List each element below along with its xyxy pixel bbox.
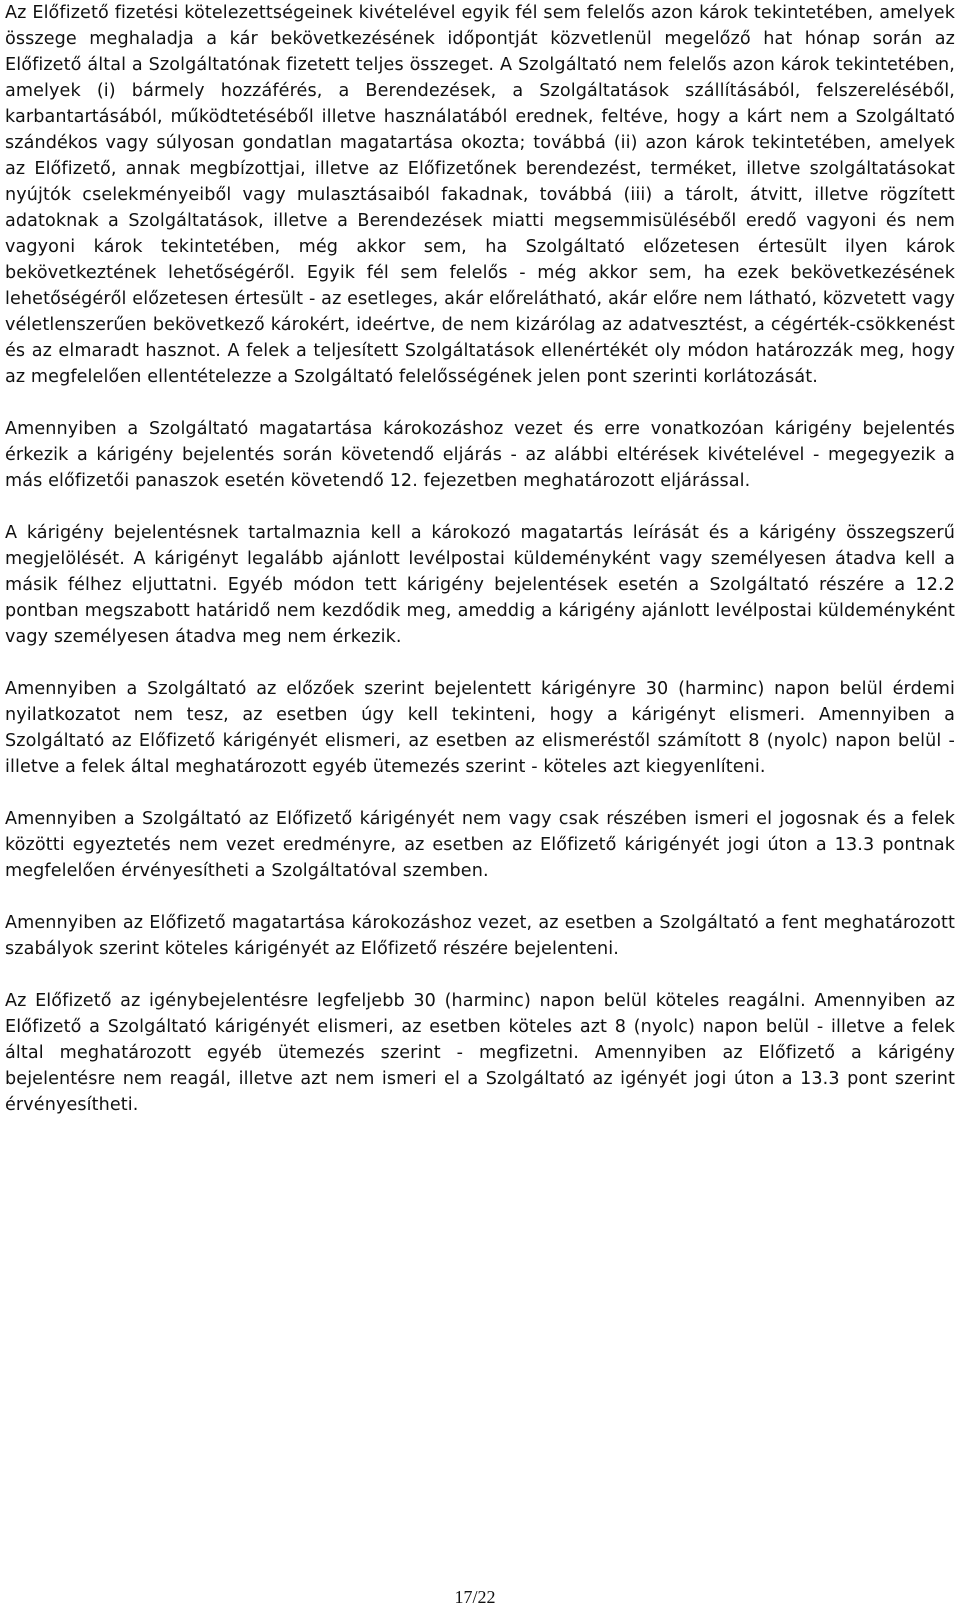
page-number: 17/22 — [454, 1587, 496, 1607]
paragraph-claim-content: A kárigény bejelentésnek tartalmaznia kell a károkozó magatartás leírását és a kárigény összegszerű megjelölését. A kárigényt legalább ajánlott levélpostai küldeményként vagy személyesen átadva kell a másik félhez eljuttatni. Egyéb módon tett kárigény bejelentések esetén a Szolgáltató részére a 12.2 pontban megszabott határidő nem kezdődik meg, ameddig a kárigény ajánlott levélpostai küldeményként vagy személyesen átadva meg nem érkezik. — [5, 523, 955, 647]
paragraph-subscriber-damage: Amennyiben az Előfizető magatartása károkozáshoz vezet, az esetben a Szolgáltató a fent meghatározott szabályok szerint köteles kárigényét az Előfizető részére bejelenteni. — [5, 913, 955, 959]
paragraph-claim-response: Amennyiben a Szolgáltató az előzőek szerint bejelentett kárigényre 30 (harminc) napon belül érdemi nyilatkozatot nem tesz, az esetben úgy kell tekinteni, hogy a kárigényt elismeri. Amennyiben a Szolgáltató az Előfizető kárigényét elismeri, az esetben az elismeréstől számított 8 (nyolc) napon belül - illetve a felek által meghatározott egyéb ütemezés szerint - köteles azt kiegyenlíteni. — [5, 679, 955, 777]
paragraph-subscriber-response: Az Előfizető az igénybejelentésre legfeljebb 30 (harminc) napon belül köteles reagálni. Amennyiben az Előfizető a Szolgáltató kárigényét elismeri, az esetben köteles azt 8 (nyolc) napon belül - illetve a felek által meghatározott egyéb ütemezés szerint - megfizetni. Amennyiben az Előfizető a kárigény bejelentésre nem reagál, illetve azt nem ismeri el a Szolgáltató az igényét jogi úton a 13.3 pont szerint érvényesítheti. — [5, 991, 955, 1115]
paragraph-claim-procedure: Amennyiben a Szolgáltató magatartása károkozáshoz vezet és erre vonatkozóan kárigény bejelentés érkezik a kárigény bejelentés során követendő eljárás - az alábbi eltérések kivételével - megegyezik a más előfizetői panaszok esetén követendő 12. fejezetben meghatározott eljárással. — [5, 419, 955, 491]
paragraph-liability-limitation: Az Előfizető fizetési kötelezettségeinek kivételével egyik fél sem felelős azon károk tekintetében, amelyek összege meghaladja a kár bekövetkezésének időpontját közvetlenül megelőző hat hónap során az Előfizető által a Szolgáltatónak fizetett teljes összeget. A Szolgáltató nem felelős azon károk tekintetében, amelyek (i) bármely hozzáférés, a Berendezések, a Szolgáltatások szállításából, felszereléséből, karbantartásából, működtetéséből illetve használatából erednek, feltéve, hogy a kárt nem a Szolgáltató szándékos vagy súlyosan gondatlan magatartása okozta; továbbá (ii) azon károk tekintetében, amelyek az Előfizető, annak megbízottjai, illetve az Előfizetőnek berendezést, terméket, illetve szolgáltatásokat nyújtók cselekményeiből vagy mulasztásaiból fakadnak, továbbá (iii) a tárolt, átvitt, illetve rögzített adatoknak a Szolgáltatások, illetve a Berendezések miatti megsemmisüléséből eredő vagyoni és nem vagyoni károk tekintetében, még akkor sem, ha Szolgáltató előzetesen értesült ilyen károk bekövetkeztének lehetőségéről. Egyik fél sem felelős - még akkor sem, ha ezek bekövetkezésének lehetőségéről előzetesen értesült - az esetleges, akár előrelátható, akár előre nem látható, közvetett vagy véletlenszerűen bekövetkező károkért, ideértve, de nem kizárólag az adatvesztést, a cégérték-csökkenést és az elmaradt hasznot. A felek a teljesített Szolgáltatások ellenértékét oly módon határozzák meg, hogy az megfelelően ellentételezze a Szolgáltató felelősségének jelen pont szerinti korlátozását. — [5, 3, 955, 387]
paragraph-claim-dispute: Amennyiben a Szolgáltató az Előfizető kárigényét nem vagy csak részében ismeri el jogosnak és a felek közötti egyeztetés nem vezet eredményre, az esetben az Előfizető kárigényét jogi úton a 13.3 pontnak megfelelően érvényesítheti a Szolgáltatóval szemben. — [5, 809, 955, 881]
document-body — [5, 0, 955, 1118]
